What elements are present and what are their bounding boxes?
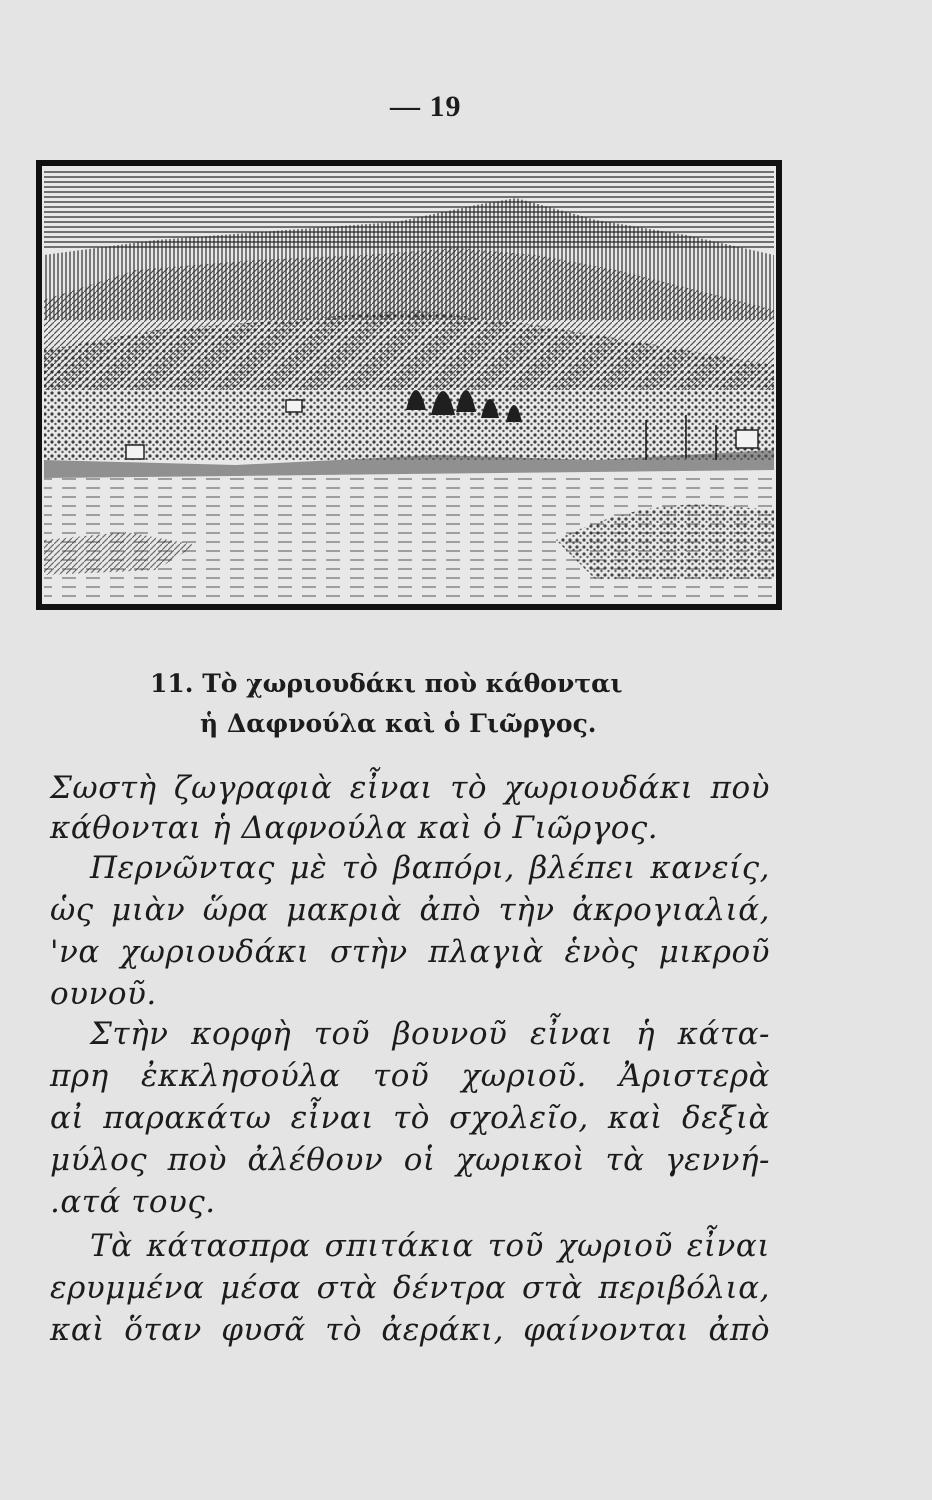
caption-line-1: 11. Τὸ χωριουδάκι ποὺ κάθονται [150, 669, 623, 698]
text-line: μύλος ποὺ ἀλέθουν οἱ χωρικοὶ τὰ γεννή- [50, 1142, 770, 1178]
text-line: Στὴν κορφὴ τοῦ βουνοῦ εἶναι ἡ κάτα- [90, 1016, 770, 1052]
text-line: Τὰ κάτασπρα σπιτάκια τοῦ χωριοῦ εἶναι [90, 1228, 770, 1264]
text-line: Σωστὴ ζωγραφιὰ εἶναι τὸ χωριουδάκι ποὺ [50, 770, 770, 806]
text-line: ουνοῦ. [50, 976, 157, 1012]
text-line: κάθονται ἡ Δαφνούλα καὶ ὁ Γιῶργος. [50, 810, 659, 846]
text-line: Περνῶντας μὲ τὸ βαπόρι, βλέπει κανείς, [90, 850, 770, 886]
text-line: 'να χωριουδάκι στὴν πλαγιὰ ἑνὸς μικροῦ [50, 934, 770, 970]
text-line: ὡς μιὰν ὥρα μακριὰ ἀπὸ τὴν ἀκρογιαλιά, [50, 892, 770, 928]
woodcut-landscape-illustration [36, 160, 782, 610]
text-line: πρη ἐκκλησούλα τοῦ χωριοῦ. Ἀριστερὰ [50, 1058, 770, 1094]
text-line: αἰ παρακάτω εἶναι τὸ σχολεῖο, καὶ δεξιὰ [50, 1100, 770, 1136]
figure-caption [150, 664, 770, 744]
text-line: ερυμμένα μέσα στὰ δέντρα στὰ περιβόλια, [50, 1270, 770, 1306]
caption-line-2: ἡ Δαφνούλα καὶ ὁ Γιῶργος. [200, 709, 597, 738]
page-number: — 19 [390, 90, 462, 123]
woodcut-landscape-icon [36, 160, 782, 610]
text-line: καὶ ὅταν φυσᾶ τὸ ἀεράκι, φαίνονται ἀπὸ [50, 1312, 770, 1348]
text-line: .ατά τους. [50, 1184, 216, 1220]
